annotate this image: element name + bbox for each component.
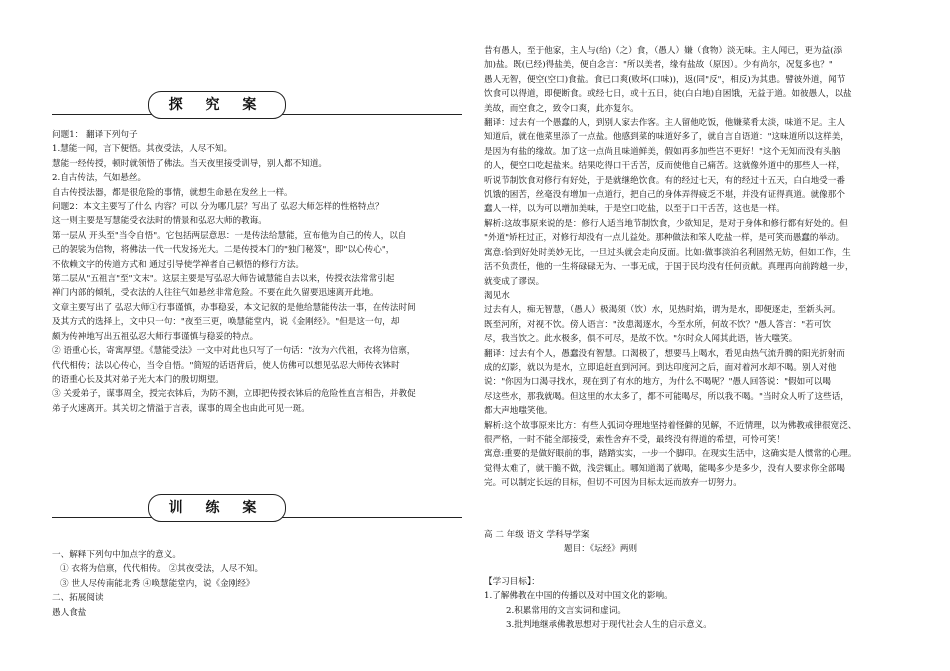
text-line: 都大声地嗤笑他。	[484, 406, 553, 417]
text-line: 一、解释下列句中加点字的意义。	[52, 550, 181, 560]
text-line: 2.自古传法，气如悬丝。	[52, 173, 147, 184]
banner-tanjiu: 探 究 案	[148, 91, 286, 119]
text-line: 问题1： 翻译下列句子	[52, 130, 138, 140]
text-line: 说："你因为口渴寻找水，现在到了有水的地方，为什么不喝呢？"愚人回答说："假如可以喝	[484, 377, 832, 388]
text-line: 尽这些水，那我就喝。但这里的水太多了，都不可能喝尽，所以我不喝。"当时众人听了这些话，	[484, 391, 849, 402]
text-line: 尽，我当饮之。此水极多，俱不可尽，是故不饮。"尔时众人闻其此语，皆大嗤笑。	[484, 334, 798, 345]
text-line: 成的幻影，就以为是水，立即追赶直到河河。到达印度河之后，面对着河水却不喝。别人对他	[484, 362, 837, 373]
text-line: 加)盐。既(已经)得盐美，便自念言："所以美者，缘有盐故（原因）。少有尚尔，况复多也？"	[484, 60, 833, 71]
text-line: 就变成了谬误。	[484, 276, 545, 287]
lesson-title: 题目：《坛经》两则	[564, 544, 638, 555]
text-line: 昔有愚人，至于他家，主人与(给)（之）食，（愚人）嫌（食物）淡无味。主人闻已，更为益(添	[484, 46, 843, 56]
text-line: 寓意:恰到好处时美妙无比，一旦过头就会走向反面。比如:做事淡泊名利固然无妨，但如工作，生	[484, 247, 851, 258]
text-line: 解析:这故事原来说的是：修行人适当地节制饮食，少欲知足，是对于身体和修行都有好处的。但	[484, 218, 848, 229]
text-line: 翻译：过去有个人，愚蠢没有智慧。口渴极了，想要马上喝水，看见由热气流升腾的阳光折射而	[484, 348, 845, 359]
text-line: 己的袈裟为信物，将佛法一代一代发扬光大。二是传授本门的"独门秘笈"，即"以心传心"，	[52, 245, 395, 256]
text-line: 二、拓展阅读	[52, 593, 104, 604]
text-line: "外道"矫枉过正，对修行却没有一点儿益处。那种做法和笨人吃盐一样，是可笑而愚蠢的举动。	[484, 233, 845, 244]
text-line: 的人，便空口吃起盐来。结果吃得口干舌苦，反而使他自己痛苦。这就像外道中的那些人一样，	[484, 161, 845, 172]
text-line: 问题2：本文主要写了什么 内容？可以 分为哪几层？写出了 弘忍大师怎样的性格特点？	[52, 202, 384, 213]
goal-title: 【学习目标】：	[484, 577, 540, 587]
goal-item: 3.批判地继承佛教思想对于现代社会人生的启示意义。	[506, 620, 712, 631]
text-line: 自古传授法器，都是很危险的事情，就想生命悬在发丝上一样。	[52, 187, 293, 198]
text-line: ① 衣将为信禀，代代相传。 ②其夜受法，人尽不知。	[60, 564, 264, 575]
goal-item: 1.了解佛教在中国的传播以及对中国文化的影响。	[484, 591, 673, 602]
text-line: 解析:这个故事原来比方：有些人弧词夺理地坚持着怪僻的见解，不近情理，以为佛教戒律很宽泛、	[484, 420, 857, 431]
text-line: 禅门内部的倾轧，受衣法的人往往气如悬丝非常危险。不要在此久留要迅速离开此地。	[52, 288, 379, 299]
banner-xunlian: 训 练 案	[148, 494, 286, 522]
text-line: 既至河所，对视不饮。傍人语言："汝患渴逐水，今至水所，何故不饮？"愚人答言："若可饮	[484, 319, 832, 330]
text-line: 美故，而空食之，致令口爽，此亦复尔。	[484, 103, 639, 114]
course-header: 高 二 年级 语文 学科导学案	[484, 530, 590, 540]
text-line: ② 语重心长，寄寓厚望。《慧能受法》一文中对此也只写了一句话："汝为六代祖，衣将为信禀，	[52, 346, 416, 357]
text-line: 第一层从 开头至"当令自悟"。它包括两层意思：一是传法给慧能，宣布他为自己的传人，以自	[52, 230, 407, 241]
text-line: 过去有人，痴无智慧，（愚人）极渴须（饮）水，见热时焰，谓为是水，即便逐走，至新头河。	[484, 305, 841, 316]
text-line: 寓意:重要的是做好眼前的事，踏踏实实，一步一个脚印。在现实生活中，这确实是人惯常的心理。	[484, 449, 857, 460]
text-line: 很严格，一时不能全部接受，索性舍弃不受，最终没有得道的希望，可怜可笑！	[484, 434, 785, 445]
text-line: 弟子火速离开。其关切之情溢于言表，谋事的周全也由此可见一斑。	[52, 403, 310, 414]
text-line: 慧能一经传授，顿时就领悟了佛法。当天夜里接受训导，别人都不知道。	[52, 158, 328, 169]
text-line: 这一则主要是写慧能受衣法时的情景和弘忍大师的教诲。	[52, 216, 267, 227]
text-line: 翻译：过去有一个愚蠢的人，到别人家去作客。主人留他吃饭，他嫌菜肴太淡，味道不足。主人	[484, 118, 845, 129]
text-line: 颇为传神地写出五祖弘忍大师行事谨慎与稳妥的特点。	[52, 331, 259, 342]
text-line: 听说节制饮食对修行有好处，于是就继绝饮食。有的经过七天，有的经过十五天，白白地受一番	[484, 175, 845, 186]
text-line: 的语重心长及其对弟子光大本门的殷切期望。	[52, 374, 224, 385]
story-title: 渴见水	[484, 290, 510, 301]
text-line: 饥饿的困苦，丝毫没有增加一点道行，把自己的身体弄得疲乏不堪，并没有证得真道。就像那个	[484, 190, 845, 201]
text-line: 文章主要写出了 弘忍大师①行事谨慎，办事稳妥，本文记叙的是他给慧能传法一事，在传法时间	[52, 302, 416, 313]
text-line: 愚人食盐	[52, 607, 87, 618]
text-line: 活不负责任，他的一生将碌碌无为、一事无成，于国于民均没有任何贡献。真理再向前跨越一步，	[484, 262, 854, 273]
text-line: 蠢人一样，以为可以增加美味，于是空口吃盐，以至于口干舌苦，这也是一样。	[484, 204, 785, 215]
text-line: 及其方式的选择上，文中只一句："夜至三更，唤慧能堂内，说《金刚经》。"但是这一句，却	[52, 317, 400, 328]
text-line: ③ 世人尽传南能北秀 ④唤慧能堂内，说《金刚经》	[60, 578, 255, 589]
text-line: 愚人无智，便空(空口)食盐。食已口爽(败坏(口味))，返(同"反"，相反)为其患。譬彼外道，闻节	[484, 74, 846, 85]
text-line: 代代相传；法以心传心，当令自悟。"简短的话语背后，使人仿佛可以想见弘忍大师传衣钵时	[52, 360, 400, 371]
text-line: 觉得太难了，就干脆不做，浅尝辄止。哪知道渴了就喝，能喝多少是多少，没有人要求你全部喝	[484, 463, 845, 474]
text-line: 不依赖文字的传道方式和 通过引导使学禅者自己顿悟的修行方法。	[52, 259, 304, 270]
text-line: 1.慧能一闻，言下便悟。其夜受法，人尽不知。	[52, 144, 233, 155]
text-line: 是因为有盐的缘故。加了这一点尚且味道鲜美，假如再多加些岂不更好！"这个无知而没有头脑	[484, 146, 841, 157]
text-line: 饮食可以得道，即便断食。或经七日，或十五日，徒(白白地)自困饿，无益于道。如彼愚人，以盐	[484, 89, 852, 100]
text-line: ③ 关爱弟子，谋事周全，授完衣钵后，为防不测，立即把传授衣钵后的危险性直言相告，并教促	[52, 389, 416, 400]
text-line: 第二层从"五祖言"至"文末"。这层主要是写弘忍大师告诫慧能自去以来，传授衣法常常引起	[52, 274, 395, 285]
text-line: 完。可以制定长远的目标，但切不可因为目标太远而放弃一切努力。	[484, 478, 742, 489]
text-line: 知道后，就在他菜里添了一点盐。他感到菜的味道好多了，就自言自语道："这味道所以这样美，	[484, 132, 849, 143]
goal-item: 2.积累常用的文言实词和虚词。	[506, 605, 626, 616]
